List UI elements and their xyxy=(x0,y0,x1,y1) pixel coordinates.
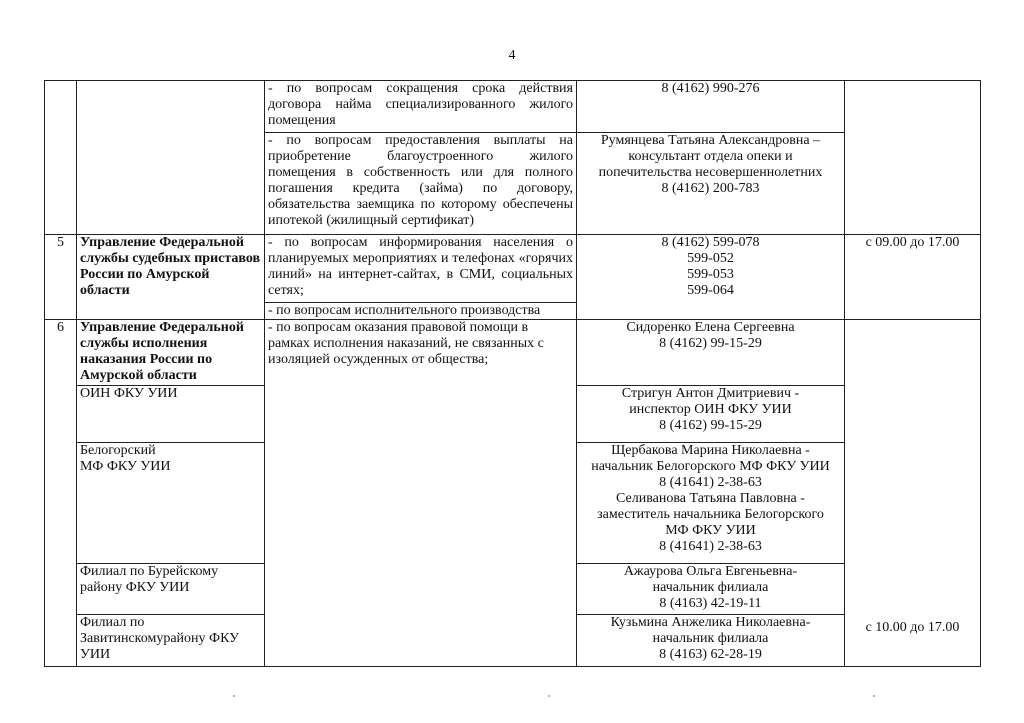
contact-line: Щербакова Марина Николаевна - xyxy=(611,443,810,458)
organization-cell xyxy=(77,81,265,235)
contact-line: Сидоренко Елена Сергеевна xyxy=(626,320,795,335)
suborganization-name: ОИН ФКУ УИИ xyxy=(77,386,265,443)
hours-cell xyxy=(845,320,981,667)
hours-cell xyxy=(845,81,981,235)
contact-line: 8 (4163) 42-19-11 xyxy=(659,596,762,611)
contact-line: 8 (4163) 62-28-19 xyxy=(659,647,762,662)
contact-cell xyxy=(577,235,845,320)
contact-line: начальник филиала xyxy=(652,580,769,595)
suborganization-name xyxy=(77,443,265,564)
contact-cell xyxy=(577,320,845,386)
contact-line: инспектор ОИН ФКУ УИИ xyxy=(629,402,792,417)
contact-line: Стригун Антон Дмитриевич - xyxy=(621,386,800,401)
row-number-cell xyxy=(45,81,77,235)
contact-cell xyxy=(577,81,845,133)
table-row xyxy=(45,235,981,303)
contact-line: 8 (4162) 990-276 xyxy=(661,81,760,96)
contact-line: начальник филиала xyxy=(652,631,769,646)
contact-line: 8 (4162) 99-15-29 xyxy=(659,418,762,433)
org-line: Белогорский xyxy=(80,443,156,458)
table-row xyxy=(45,320,981,386)
contact-line: Ажаурова Ольга Евгеньевна- xyxy=(623,564,798,579)
category-cell: - по вопросам исполнительного производства xyxy=(265,303,577,320)
org-line: МФ ФКУ УИИ xyxy=(80,459,171,474)
contact-line: Румянцева Татьяна Александровна – xyxy=(600,133,821,148)
suborganization-name: Филиал по Бурейскому району ФКУ УИИ xyxy=(77,564,265,615)
scan-speck xyxy=(233,695,235,697)
table-row xyxy=(45,81,981,133)
contact-cell xyxy=(577,386,845,443)
contact-cell xyxy=(577,133,845,235)
contact-line: 8 (4162) 200-783 xyxy=(661,181,760,196)
contact-line: заместитель начальника Белогорского xyxy=(597,507,824,522)
contact-cell xyxy=(577,615,845,667)
hours-cell: с 09.00 до 17.00 xyxy=(845,235,981,320)
category-cell: - по вопросам сокращения срока действия договора найма специализированного жилого помещения xyxy=(265,81,577,133)
contact-line: консультант отдела опеки и xyxy=(628,149,793,164)
contact-line: попечительства несовершеннолетних xyxy=(598,165,823,180)
contact-line: 599-052 xyxy=(687,251,734,266)
contact-line: Кузьмина Анжелика Николаевна- xyxy=(610,615,811,630)
hours-text: с 10.00 до 17.00 xyxy=(865,620,960,635)
contact-line: Селиванова Татьяна Павловна - xyxy=(616,491,805,506)
page-number: 4 xyxy=(508,48,516,63)
contact-line: начальник Белогорского МФ ФКУ УИИ xyxy=(591,459,830,474)
contacts-table xyxy=(44,80,981,667)
row-number: 5 xyxy=(45,235,77,320)
contact-line: 8 (4162) 99-15-29 xyxy=(659,336,762,351)
contact-line: 599-053 xyxy=(687,267,734,282)
scan-speck xyxy=(873,695,875,697)
row-number: 6 xyxy=(45,320,77,667)
contact-line: 8 (41641) 2-38-63 xyxy=(659,475,762,490)
contact-cell xyxy=(577,443,845,564)
category-cell: - по вопросам информирования населения о планируемых мероприятиях и телефонах «горячих линий» на интернет-сайтах, в СМИ, социальных сетях; xyxy=(265,235,577,303)
scan-speck xyxy=(548,695,550,697)
contact-line: 599-064 xyxy=(687,283,734,298)
contact-line: МФ ФКУ УИИ xyxy=(665,523,756,538)
contact-cell xyxy=(577,564,845,615)
suborganization-name: Филиал по Завитинскомурайону ФКУ УИИ xyxy=(77,615,265,667)
contact-line: 8 (4162) 599-078 xyxy=(661,235,760,250)
category-cell: - по вопросам оказания правовой помощи в рамках исполнения наказаний, не связанных с изоляцией осужденных от общества; xyxy=(265,320,577,667)
organization-name: Управление Федеральной службы судебных приставов России по Амурской области xyxy=(77,235,265,320)
category-cell: - по вопросам предоставления выплаты на приобретение благоустроенного жилого помещения в собственность или для полного погашения кредита (займа) по договору, обязательства заемщика по которому обеспечены ипотекой (жилищный сертификат) xyxy=(265,133,577,235)
organization-name: Управление Федеральной службы исполнения наказания России по Амурской области xyxy=(77,320,265,386)
contact-line: 8 (41641) 2-38-63 xyxy=(659,539,762,554)
